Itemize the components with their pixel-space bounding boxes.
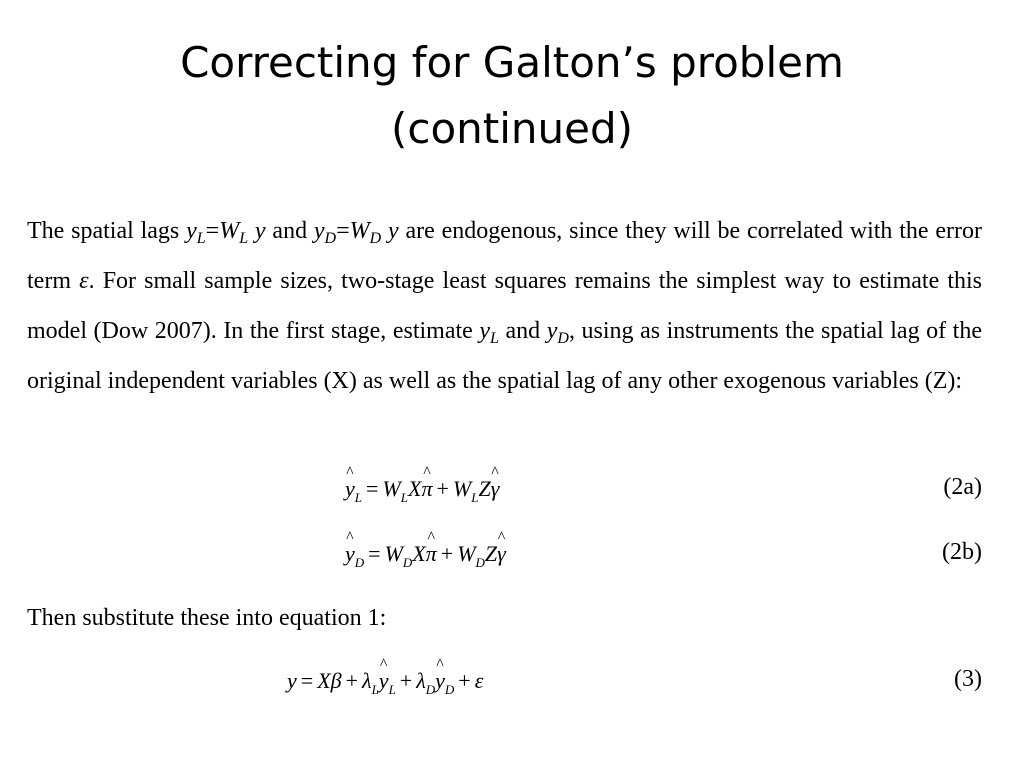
plus-sign: +	[436, 476, 449, 501]
subscript-d: D	[324, 230, 337, 247]
subscript-d: D	[557, 330, 569, 347]
symbol-w: W	[452, 476, 472, 501]
symbol-epsilon: ε	[474, 668, 484, 693]
title-line-2: (continued)	[390, 104, 634, 153]
subscript-l: L	[490, 330, 499, 347]
symbol-y: y	[186, 218, 197, 244]
symbol-y: y	[479, 318, 491, 344]
equals-sign: =	[300, 668, 314, 693]
pi-hat-symbol: ^ π	[426, 541, 437, 567]
substitute-instruction: Then substitute these into equation 1:	[27, 605, 387, 631]
symbol-y: y	[313, 218, 325, 244]
subscript-l: L	[371, 682, 379, 697]
symbol-w: W	[384, 541, 403, 566]
equals-sign: =	[205, 218, 220, 244]
equals-sign: =	[336, 218, 350, 244]
y-hat-symbol: ^ y	[379, 668, 389, 694]
symbol-w: W	[382, 476, 401, 501]
subscript-d: D	[475, 555, 485, 570]
subscript-l: L	[239, 230, 249, 247]
subscript-d: D	[354, 555, 365, 570]
symbol-z: Z	[484, 541, 498, 566]
intro-text-1: The spatial lags	[27, 218, 187, 244]
plus-sign: +	[399, 668, 413, 693]
symbol-x: X	[317, 668, 331, 693]
plus-sign: +	[440, 541, 454, 566]
equals-sign: =	[366, 476, 379, 501]
y-hat-symbol: ^ y	[345, 476, 355, 502]
subscript-l: L	[471, 490, 479, 505]
slide-title	[0, 30, 1024, 162]
subscript-d: D	[425, 682, 436, 697]
intro-text-6: , using as instruments the spatial lag of the original independent variables (X) as well as the spatial lag of any other exogenous variables (Z):	[27, 318, 983, 394]
intro-text-4: . For small sample sizes, two-stage least squares remains the simplest way to estimate this model (Dow 2007). In the first stage, estimate	[27, 268, 983, 344]
symbol-lambda: λ	[362, 668, 372, 693]
symbol-x: X	[412, 541, 426, 566]
subscript-l: L	[196, 230, 206, 247]
symbol-epsilon: ε	[79, 268, 89, 294]
symbol-w: W	[457, 541, 476, 566]
symbol-z: Z	[478, 476, 491, 501]
equation-2a	[345, 476, 500, 505]
intro-text-3: are endogenous, since they will be correlated with the error term	[27, 218, 983, 294]
subscript-d: D	[402, 555, 413, 570]
equation-number-3: (3)	[954, 666, 982, 692]
plus-sign: +	[458, 668, 471, 693]
symbol-y: y	[381, 218, 399, 244]
equation-3	[287, 668, 484, 697]
symbol-y: y	[248, 218, 266, 244]
y-hat-symbol: ^ y	[435, 668, 445, 694]
equals-sign: =	[368, 541, 381, 566]
plus-sign: +	[345, 668, 359, 693]
intro-text-5: and	[498, 318, 547, 344]
symbol-y: y	[287, 668, 297, 693]
intro-paragraph	[27, 206, 982, 406]
y-hat-symbol: ^ y	[345, 541, 355, 567]
title-line-1: Correcting for Galton’s problem	[180, 38, 844, 87]
subscript-l: L	[354, 490, 362, 505]
symbol-lambda: λ	[416, 668, 426, 693]
subscript-d: D	[369, 230, 382, 247]
intro-text-2: and	[265, 218, 314, 244]
symbol-y: y	[546, 318, 558, 344]
subscript-d: D	[444, 682, 455, 697]
gamma-hat-symbol: ^ γ	[497, 541, 506, 567]
symbol-beta: β	[330, 668, 342, 693]
symbol-w: W	[349, 218, 370, 244]
gamma-hat-symbol: ^ γ	[491, 476, 500, 502]
subscript-l: L	[400, 490, 408, 505]
subscript-l: L	[388, 682, 396, 697]
equation-number-2b: (2b)	[942, 539, 982, 565]
equation-number-2a: (2a)	[943, 474, 982, 500]
pi-hat-symbol: ^ π	[421, 476, 432, 502]
symbol-w: W	[219, 218, 240, 244]
symbol-x: X	[407, 476, 422, 501]
equation-2b	[345, 541, 506, 570]
